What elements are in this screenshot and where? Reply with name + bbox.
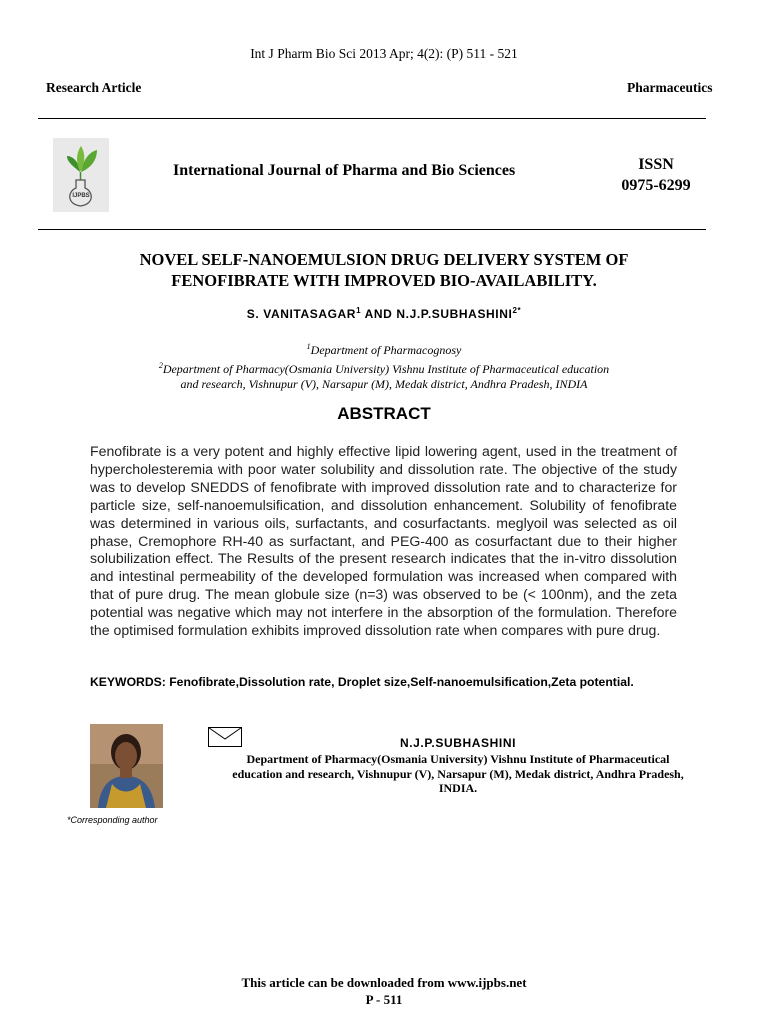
keywords-text: Fenofibrate,Dissolution rate, Droplet size,Self-nanoemulsification,Zeta potential.	[165, 675, 634, 689]
article-title	[0, 249, 768, 291]
corresponding-address	[208, 752, 708, 796]
issn-label: ISSN	[638, 156, 674, 173]
affiliation-2	[0, 358, 768, 377]
journal-logo	[53, 138, 109, 212]
issn-block	[606, 154, 706, 196]
citation-line: Int J Pharm Bio Sci 2013 Apr; 4(2): (P) 511 - 521	[250, 46, 518, 61]
author-1-affiliation-mark: 1	[356, 306, 362, 315]
affiliation-2-line2: and research, Vishnupur (V), Narsapur (M), Medak district, Andhra Pradesh, INDIA	[180, 377, 588, 391]
article-title-line1: NOVEL SELF-NANOEMULSION DRUG DELIVERY SYSTEM OF	[139, 250, 629, 269]
keywords	[90, 675, 634, 689]
corresponding-address-line2: education and research, Vishnupur (V), Narsapur (M), Medak district, Andhra Pradesh,	[232, 766, 684, 781]
page-number: P - 511	[365, 992, 403, 1007]
affiliations	[0, 339, 768, 392]
journal-name: International Journal of Pharma and Bio Sciences	[173, 162, 516, 179]
author-2: N.J.P.SUBHASHINI	[396, 307, 513, 321]
abstract-body	[90, 443, 677, 640]
header-divider-top	[38, 118, 706, 119]
article-subject: Pharmaceutics	[627, 80, 713, 95]
authors-conjunction: AND	[361, 307, 397, 321]
author-photo	[90, 724, 163, 808]
corresponding-address-line1: Department of Pharmacy(Osmania University) Vishnu Institute of Pharmaceutical	[246, 752, 670, 766]
affiliation-1-text: Department of Pharmacognosy	[310, 343, 462, 357]
author-portrait-icon	[90, 724, 163, 808]
abstract-text: Fenofibrate is a very potent and highly effective lipid lowering agent, used in the treatment of hypercholesteremia with poor water solubility and dissolution rate. The objective of the study was to develop SNEDDS of fenofibrate with improved dissolution rate and to characterize for particle size, self-nanoemulsification, and dissolution enhancement. Solubility of fenofibrate was determined in various oils, surfactants, and cosurfactants. meglyoil was selected as oil phase, Cremophore RH-40 as surfactant, and PEG-400 as cosurfactant due to their higher solubilization effect. The Results of the present research indicates that the in-vitro dissolution and intestinal permeability of the developed formulation was increased when compared with that of pure drug. The mean globule size (n=3) was observed to be (< 100nm), and the zeta potential was negative which may not interfere in the absorption of the formulation. Therefore the optimised formulation exhibits improved dissolution rate when compares with pure drug.	[90, 443, 677, 639]
affiliation-2-line1: Department of Pharmacy(Osmania University) Vishnu Institute of Pharmaceutical education	[162, 362, 610, 376]
authors-line	[0, 306, 768, 321]
author-1: S. VANITASAGAR	[246, 307, 357, 321]
issn-number: 0975-6299	[621, 177, 691, 194]
article-type: Research Article	[46, 80, 142, 95]
corresponding-caption: *Corresponding author	[67, 815, 158, 825]
logo-text: IJPBS	[72, 193, 90, 199]
header-divider-bottom	[38, 229, 706, 230]
leaf-flask-icon	[53, 138, 109, 212]
footer	[0, 974, 768, 1008]
download-note: This article can be downloaded from www.ijpbs.net	[241, 975, 527, 990]
article-title-line2: FENOFIBRATE WITH IMPROVED BIO-AVAILABILITY.	[171, 271, 597, 290]
corresponding-name: N.J.P.SUBHASHINI	[399, 736, 517, 750]
keywords-label: KEYWORDS:	[90, 675, 166, 689]
author-2-affiliation-mark: 2*	[512, 306, 522, 315]
affiliation-2-mark: 2	[158, 361, 163, 370]
abstract-heading: ABSTRACT	[337, 404, 431, 423]
affiliation-1	[0, 339, 768, 358]
affiliation-1-mark: 1	[306, 342, 311, 351]
corresponding-address-line3: INDIA.	[438, 781, 478, 795]
